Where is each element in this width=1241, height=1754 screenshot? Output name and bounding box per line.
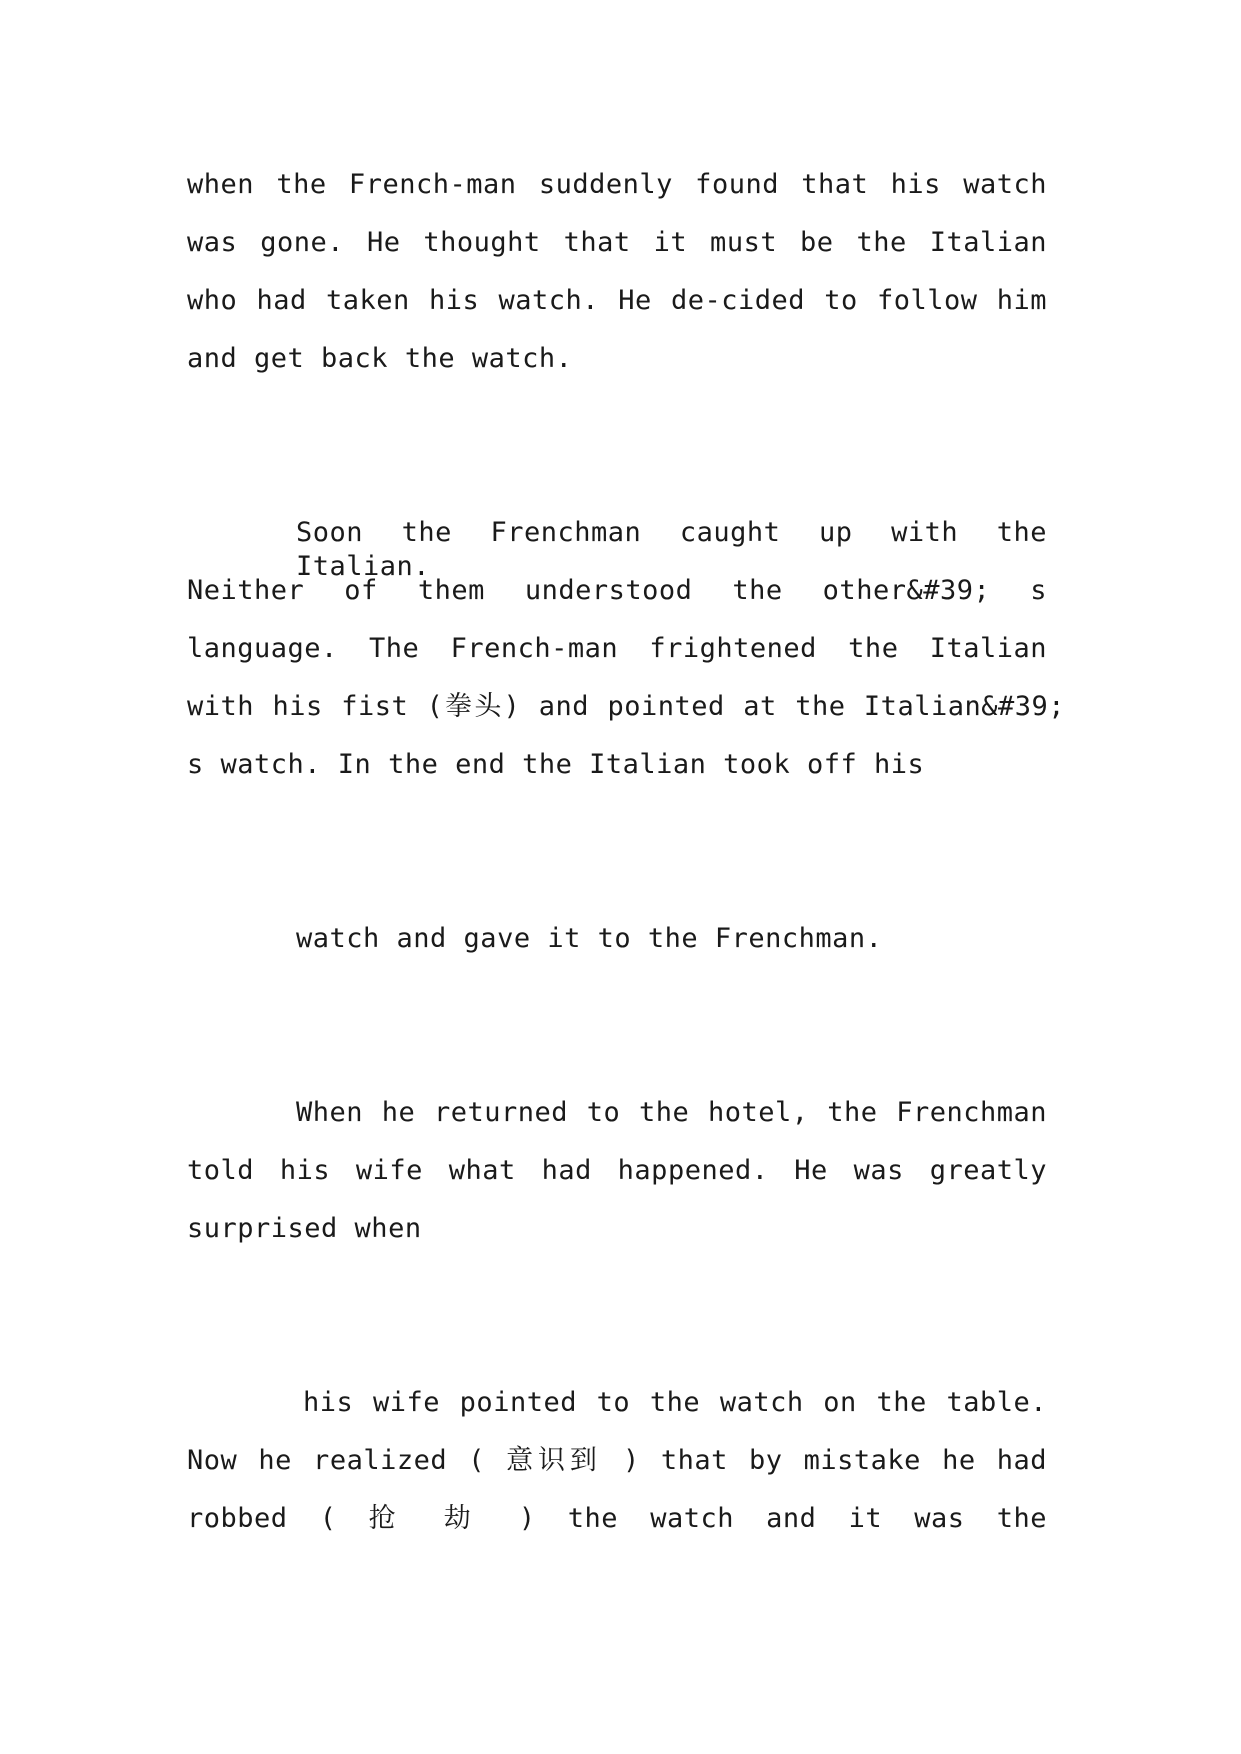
paragraph-5-line-2: Now he realized ( 意识到 ) that by mistake he had bbox=[187, 1445, 1047, 1476]
paragraph-4-line-3: surprised when bbox=[187, 1213, 422, 1244]
paragraph-1-line-1: when the French-man suddenly found that his watch bbox=[187, 169, 1047, 200]
paragraph-3-line-1: watch and gave it to the Frenchman. bbox=[296, 923, 883, 954]
paragraph-1-line-2: was gone. He thought that it must be the Italian bbox=[187, 227, 1047, 258]
paragraph-2-line-4: with his fist (拳头) and pointed at the Italian&#39; bbox=[187, 691, 1065, 722]
paragraph-4-line-2: told his wife what had happened. He was greatly bbox=[187, 1155, 1047, 1186]
paragraph-1-line-3: who had taken his watch. He de-cided to follow him bbox=[187, 285, 1047, 316]
paragraph-2-line-3: language. The French-man frightened the Italian bbox=[187, 633, 1047, 664]
paragraph-5-line-3: robbed ( 抢 劫 ) the watch and it was the bbox=[187, 1503, 1047, 1534]
paragraph-5-line-1: his wife pointed to the watch on the table. bbox=[303, 1387, 1047, 1418]
paragraph-1-line-4: and get back the watch. bbox=[187, 343, 573, 374]
paragraph-4-line-1: When he returned to the hotel, the Frenchman bbox=[296, 1097, 1047, 1128]
paragraph-2-line-1: Soon the Frenchman caught up with the Italian. bbox=[296, 517, 1047, 582]
paragraph-2-line-2: Neither of them understood the other&#39; s bbox=[187, 575, 1047, 606]
paragraph-2-line-5: s watch. In the end the Italian took off his bbox=[187, 749, 925, 780]
